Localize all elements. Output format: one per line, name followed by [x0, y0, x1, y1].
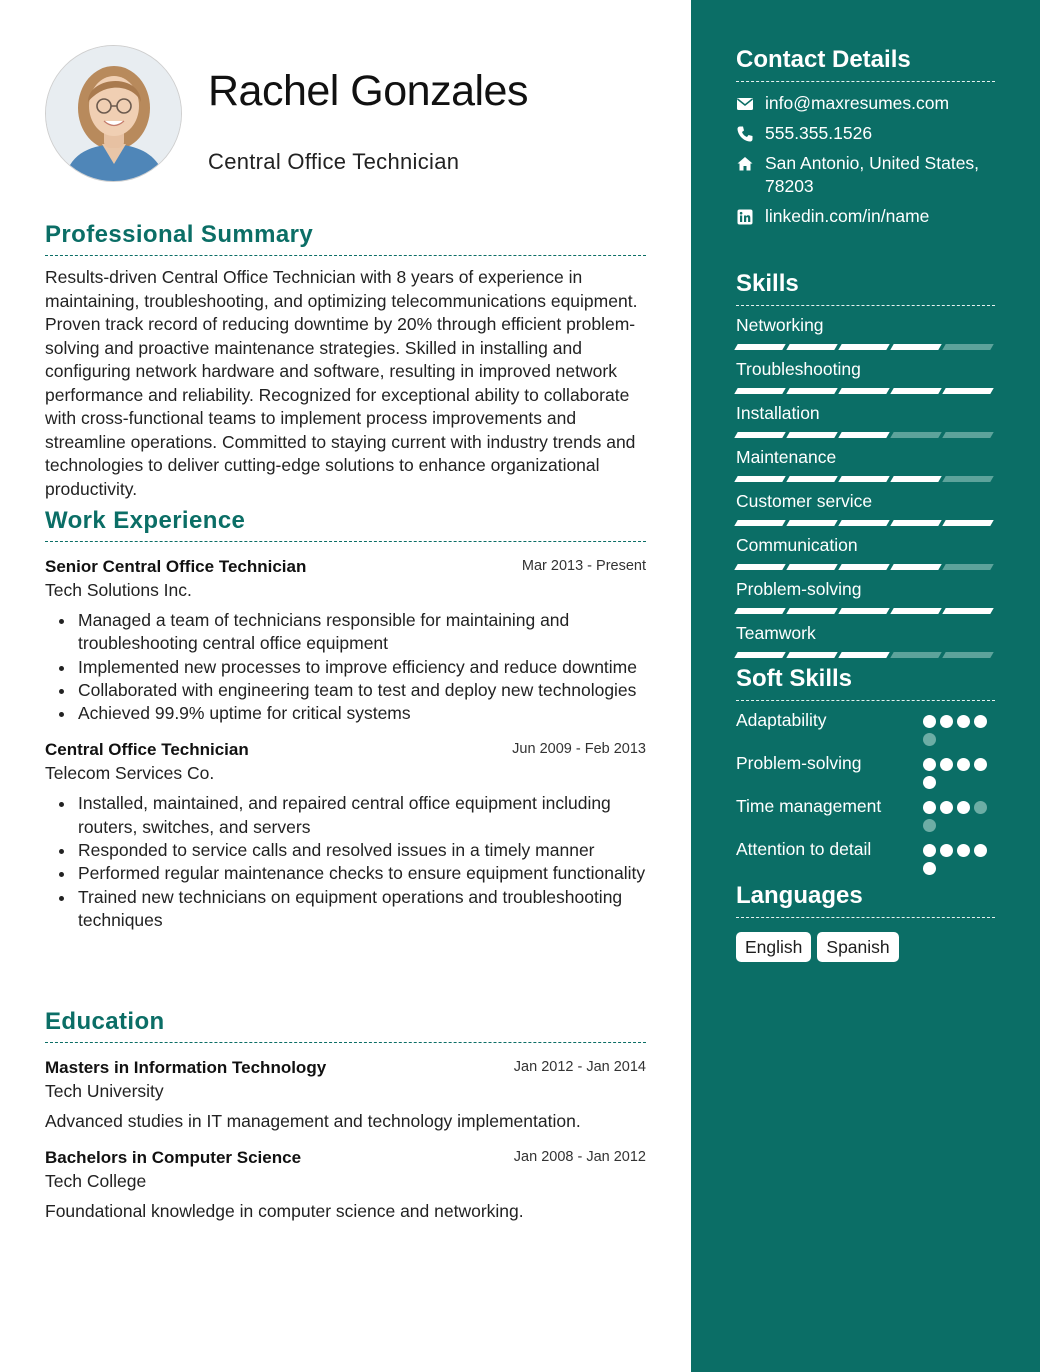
rating-dot [974, 801, 987, 814]
list-item: Collaborated with engineering team to test and deploy new technologies [78, 679, 646, 702]
skill-item [736, 402, 995, 438]
skill-level-segment [942, 652, 993, 658]
education-dates: Jan 2008 - Jan 2012 [513, 1149, 646, 1165]
skill-level-segment [734, 388, 785, 394]
skill-item [736, 314, 995, 350]
rating-dot [940, 801, 953, 814]
list-item: Responded to service calls and resolved issues in a timely manner [78, 839, 646, 862]
contact-linkedin[interactable] [736, 205, 995, 228]
section-title: Skills [736, 269, 995, 306]
degree-title: Bachelors in Computer Science [45, 1148, 302, 1167]
soft-skills-list [736, 709, 995, 875]
job-dates: Mar 2013 - Present [521, 558, 646, 574]
skill-level-segment [942, 564, 993, 570]
education-section [45, 1007, 646, 1223]
skill-level-segment [942, 388, 993, 394]
skill-level-bar [736, 520, 995, 526]
skill-level-segment [734, 564, 785, 570]
skill-level-segment [734, 608, 785, 614]
rating-dot [957, 758, 970, 771]
list-item: Managed a team of technicians responsible for maintaining and troubleshooting central office equipment [78, 609, 646, 656]
section-title: Languages [736, 881, 995, 918]
skill-name: Customer service [736, 491, 873, 511]
degree-title: Masters in Information Technology [45, 1058, 327, 1077]
skill-level-bar [736, 608, 995, 614]
skill-level-segment [734, 652, 785, 658]
contact-list [736, 92, 995, 228]
skill-name: Installation [736, 403, 820, 423]
list-item: Implemented new processes to improve efficiency and reduce downtime [78, 656, 646, 679]
skill-name: Communication [736, 535, 858, 555]
summary-section [45, 220, 646, 501]
section-title: Work Experience [45, 506, 646, 542]
job-entry [45, 739, 646, 932]
experience-section [45, 506, 646, 932]
skill-level-segment [786, 432, 837, 438]
skill-level-bar [736, 344, 995, 350]
skill-level-segment [890, 344, 941, 350]
skill-level-segment [890, 520, 941, 526]
soft-skill-item [736, 709, 995, 746]
skill-level-segment [838, 608, 889, 614]
skill-level-segment [942, 344, 993, 350]
resume-header [45, 45, 645, 182]
skill-name: Teamwork [736, 623, 816, 643]
skill-level-segment [942, 520, 993, 526]
skill-level-segment [838, 476, 889, 482]
linkedin-text: linkedin.com/in/name [765, 206, 930, 226]
job-bullets [45, 792, 646, 932]
skill-level-segment [942, 432, 993, 438]
candidate-role: Central Office Technician [208, 149, 460, 174]
skill-item [736, 358, 995, 394]
profile-photo [46, 46, 182, 182]
rating-dot [974, 844, 987, 857]
list-item: Performed regular maintenance checks to ensure equipment functionality [78, 862, 646, 885]
education-entry [45, 1057, 646, 1133]
skill-level-bar [736, 432, 995, 438]
avatar [45, 45, 182, 182]
education-description: Foundational knowledge in computer science and networking. [45, 1201, 524, 1221]
skill-level-segment [786, 344, 837, 350]
section-title: Contact Details [736, 45, 995, 82]
school-name: Tech College [45, 1171, 147, 1191]
rating-dot [923, 758, 936, 771]
skill-level-segment [890, 564, 941, 570]
language-tag: Spanish [817, 932, 898, 962]
rating-dot [957, 715, 970, 728]
skill-level-bar [736, 564, 995, 570]
section-title: Professional Summary [45, 220, 646, 256]
rating-dot [940, 758, 953, 771]
skill-level-bar [736, 388, 995, 394]
soft-skill-rating [923, 709, 995, 746]
contact-email[interactable] [736, 92, 995, 115]
languages-section [736, 881, 995, 962]
contact-phone[interactable] [736, 122, 995, 145]
education-description: Advanced studies in IT management and technology implementation. [45, 1111, 581, 1131]
job-company: Tech Solutions Inc. [45, 580, 192, 600]
skill-level-segment [786, 388, 837, 394]
skill-level-segment [734, 344, 785, 350]
skill-level-segment [890, 432, 941, 438]
contact-section [736, 45, 995, 235]
skill-level-segment [942, 608, 993, 614]
skill-item [736, 490, 995, 526]
contact-address [736, 152, 995, 198]
soft-skill-rating [923, 752, 995, 789]
skill-level-segment [890, 388, 941, 394]
section-title: Education [45, 1007, 646, 1043]
skill-level-segment [786, 652, 837, 658]
rating-dot [940, 844, 953, 857]
soft-skill-item [736, 752, 995, 789]
soft-skill-name: Problem-solving [736, 753, 862, 773]
rating-dot [940, 715, 953, 728]
job-title: Central Office Technician [45, 740, 249, 760]
rating-dot [923, 715, 936, 728]
list-item: Achieved 99.9% uptime for critical systems [78, 702, 646, 725]
job-title: Senior Central Office Technician [45, 557, 307, 576]
skills-section [736, 269, 995, 658]
school-name: Tech University [45, 1081, 164, 1101]
languages-list [736, 932, 995, 962]
job-bullets [45, 609, 646, 725]
rating-dot [923, 776, 936, 789]
skill-level-segment [838, 388, 889, 394]
skill-name: Problem-solving [736, 579, 862, 599]
rating-dot [974, 758, 987, 771]
skill-level-segment [838, 344, 889, 350]
skill-item [736, 578, 995, 614]
phone-icon [736, 125, 754, 143]
rating-dot [923, 844, 936, 857]
skill-level-segment [838, 652, 889, 658]
skill-level-bar [736, 476, 995, 482]
skill-level-segment [786, 564, 837, 570]
skill-level-segment [942, 476, 993, 482]
rating-dot [923, 801, 936, 814]
soft-skill-item [736, 838, 995, 875]
skill-level-segment [786, 608, 837, 614]
skill-level-segment [838, 432, 889, 438]
section-title: Soft Skills [736, 664, 995, 701]
sidebar [691, 0, 1040, 1372]
skill-item [736, 622, 995, 658]
candidate-name: Rachel Gonzales [208, 67, 528, 115]
rating-dot [923, 819, 936, 832]
email-text: info@maxresumes.com [765, 93, 950, 113]
soft-skill-rating [923, 838, 995, 875]
soft-skill-item [736, 795, 995, 832]
skill-level-segment [786, 520, 837, 526]
list-item: Trained new technicians on equipment operations and troubleshooting techniques [78, 886, 646, 933]
skill-level-segment [734, 520, 785, 526]
linkedin-icon [736, 208, 754, 226]
skill-name: Troubleshooting [736, 359, 861, 379]
soft-skill-rating [923, 795, 995, 832]
rating-dot [957, 844, 970, 857]
language-tag: English [736, 932, 811, 962]
soft-skill-name: Time management [736, 796, 882, 816]
skills-list [736, 314, 995, 658]
skill-level-segment [838, 520, 889, 526]
skill-item [736, 446, 995, 482]
skill-name: Maintenance [736, 447, 837, 467]
envelope-icon [736, 95, 754, 113]
soft-skills-section [736, 664, 995, 881]
job-company: Telecom Services Co. [45, 763, 215, 784]
job-dates: Jun 2009 - Feb 2013 [512, 741, 646, 758]
home-icon [736, 155, 754, 173]
skill-level-segment [786, 476, 837, 482]
rating-dot [923, 733, 936, 746]
list-item: Installed, maintained, and repaired central office equipment including routers, switches, and servers [78, 792, 646, 839]
job-entry [45, 556, 646, 725]
skill-level-segment [890, 608, 941, 614]
skill-level-segment [890, 476, 941, 482]
soft-skill-name: Adaptability [736, 710, 827, 730]
summary-text: Results-driven Central Office Technician with 8 years of experience in maintaining, troubleshooting, and optimizing telecommunications equipment. Proven track record of reducing downtime by 20% through efficient problem-solving and proactive maintenance strategies. Skilled in installing and configuring network hardware and software, resulting in improved network performance and reliability. Recognized for exceptional ability to collaborate with cross-functional teams to implement process improvements and streamline operations. Committed to staying current with industry trends and technologies to deliver cutting-edge solutions to enhance organizational productivity. [45, 267, 638, 499]
skill-level-segment [890, 652, 941, 658]
skill-level-segment [838, 564, 889, 570]
skill-item [736, 534, 995, 570]
education-entry [45, 1147, 646, 1223]
rating-dot [923, 862, 936, 875]
rating-dot [974, 715, 987, 728]
rating-dot [957, 801, 970, 814]
skill-name: Networking [736, 315, 824, 335]
education-dates: Jan 2012 - Jan 2014 [513, 1059, 646, 1075]
soft-skill-name: Attention to detail [736, 839, 872, 859]
skill-level-bar [736, 652, 995, 658]
skill-level-segment [734, 432, 785, 438]
phone-text: 555.355.1526 [765, 123, 873, 143]
address-text: San Antonio, United States, 78203 [765, 153, 980, 196]
skill-level-segment [734, 476, 785, 482]
